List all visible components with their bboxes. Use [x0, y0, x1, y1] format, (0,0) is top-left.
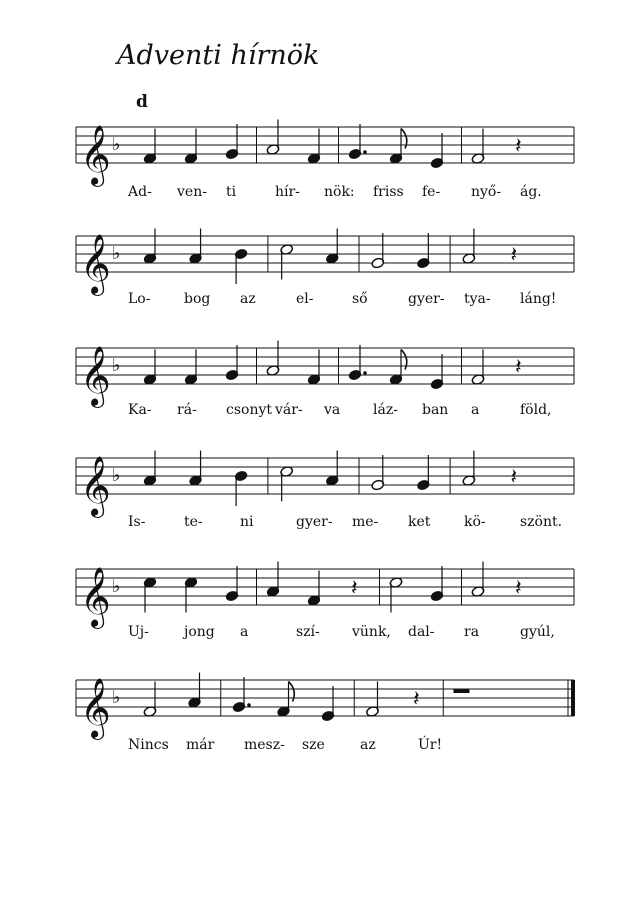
- lyric-syllable: el-: [296, 291, 314, 307]
- lyric-syllable: nyő-: [471, 184, 502, 200]
- lyric-syllable: tya-: [464, 291, 491, 307]
- quarter-rest: 𝄽: [515, 355, 522, 380]
- quarter-rest: 𝄽: [510, 243, 518, 268]
- lyric-syllable: rá-: [177, 402, 197, 418]
- lyric-syllable: Lo-: [128, 291, 151, 307]
- lyric-syllable: láz-: [373, 402, 398, 418]
- staff-system: [76, 341, 574, 419]
- lyric-syllable: már: [186, 737, 215, 753]
- staff-system: [76, 120, 574, 201]
- lyric-syllable: az: [360, 737, 376, 753]
- lyric-syllable: a: [471, 402, 480, 418]
- whole-rest: [454, 689, 470, 693]
- flat-icon: ♭: [112, 687, 121, 708]
- lyric-syllable: gyúl,: [520, 624, 555, 640]
- staff-system: [76, 562, 574, 641]
- lyric-syllable: láng!: [520, 291, 557, 307]
- lyric-syllable: Nincs: [128, 737, 169, 753]
- treble-clef-icon: 𝄞: [80, 234, 111, 294]
- lyric-syllable: va: [324, 402, 341, 418]
- note-dot: [363, 150, 367, 154]
- lyric-syllable: bog: [184, 291, 211, 307]
- lyric-syllable: gyer-: [408, 291, 445, 307]
- quarter-rest: 𝄽: [413, 687, 420, 712]
- lyric-syllable: kö-: [464, 514, 486, 530]
- lyric-syllable: me-: [352, 514, 379, 530]
- lyric-syllable: ban: [422, 402, 449, 418]
- quarter-rest: 𝄽: [515, 134, 522, 159]
- lyric-syllable: az: [240, 291, 256, 307]
- treble-clef-icon: 𝄞: [80, 346, 111, 406]
- flat-icon: ♭: [112, 576, 121, 597]
- note-dot: [247, 703, 251, 707]
- treble-clef-icon: 𝄞: [80, 456, 111, 516]
- lyric-syllable: szönt.: [520, 514, 563, 530]
- lyric-syllable: vár-: [275, 402, 303, 418]
- final-barline: [571, 680, 575, 716]
- lyric-syllable: dal-: [408, 624, 435, 640]
- lyric-syllable: Uj-: [128, 624, 149, 640]
- lyric-syllable: ket: [408, 514, 431, 530]
- quarter-rest: 𝄽: [510, 465, 518, 490]
- lyric-syllable: te-: [184, 514, 203, 530]
- lyric-syllable: ni: [240, 514, 254, 530]
- song-title: Adventi hírnök: [117, 40, 320, 71]
- staff-system: [76, 229, 574, 308]
- lyric-syllable: hír-: [275, 184, 300, 200]
- staff-system: [76, 673, 575, 754]
- flat-icon: ♭: [112, 243, 121, 264]
- lyric-syllable: mesz-: [244, 737, 285, 753]
- lyric-syllable: ti: [226, 184, 237, 200]
- note-dot: [363, 371, 367, 375]
- lyric-syllable: csonyt: [226, 402, 273, 418]
- quarter-rest: 𝄽: [515, 576, 522, 601]
- lyric-syllable: friss: [373, 184, 404, 200]
- lyric-syllable: nök:: [324, 184, 355, 200]
- lyric-syllable: ső: [352, 291, 368, 307]
- lyric-syllable: a: [240, 624, 249, 640]
- treble-clef-icon: 𝄞: [80, 125, 111, 185]
- lyric-syllable: Is-: [128, 514, 146, 530]
- lyric-syllable: szí-: [296, 624, 320, 640]
- lyric-syllable: ág.: [520, 184, 542, 200]
- lyric-syllable: föld,: [520, 402, 552, 418]
- staff-system: [76, 451, 574, 531]
- lyric-syllable: ra: [464, 624, 480, 640]
- lyric-syllable: ven-: [177, 184, 207, 200]
- lyric-syllable: vünk,: [352, 624, 391, 640]
- quarter-rest: 𝄽: [351, 576, 358, 601]
- flat-icon: ♭: [112, 355, 121, 376]
- lyric-syllable: jong: [184, 624, 215, 640]
- treble-clef-icon: 𝄞: [80, 678, 111, 738]
- lyric-syllable: Ka-: [128, 402, 152, 418]
- lyric-syllable: sze: [302, 737, 325, 753]
- treble-clef-icon: 𝄞: [80, 567, 111, 627]
- song-mark: d: [136, 92, 148, 112]
- lyric-syllable: fe-: [422, 184, 441, 200]
- lyric-syllable: Ad-: [128, 184, 152, 200]
- lyric-syllable: gyer-: [296, 514, 333, 530]
- lyric-syllable: Úr!: [418, 737, 443, 753]
- flat-icon: ♭: [112, 465, 121, 486]
- flat-icon: ♭: [112, 134, 121, 155]
